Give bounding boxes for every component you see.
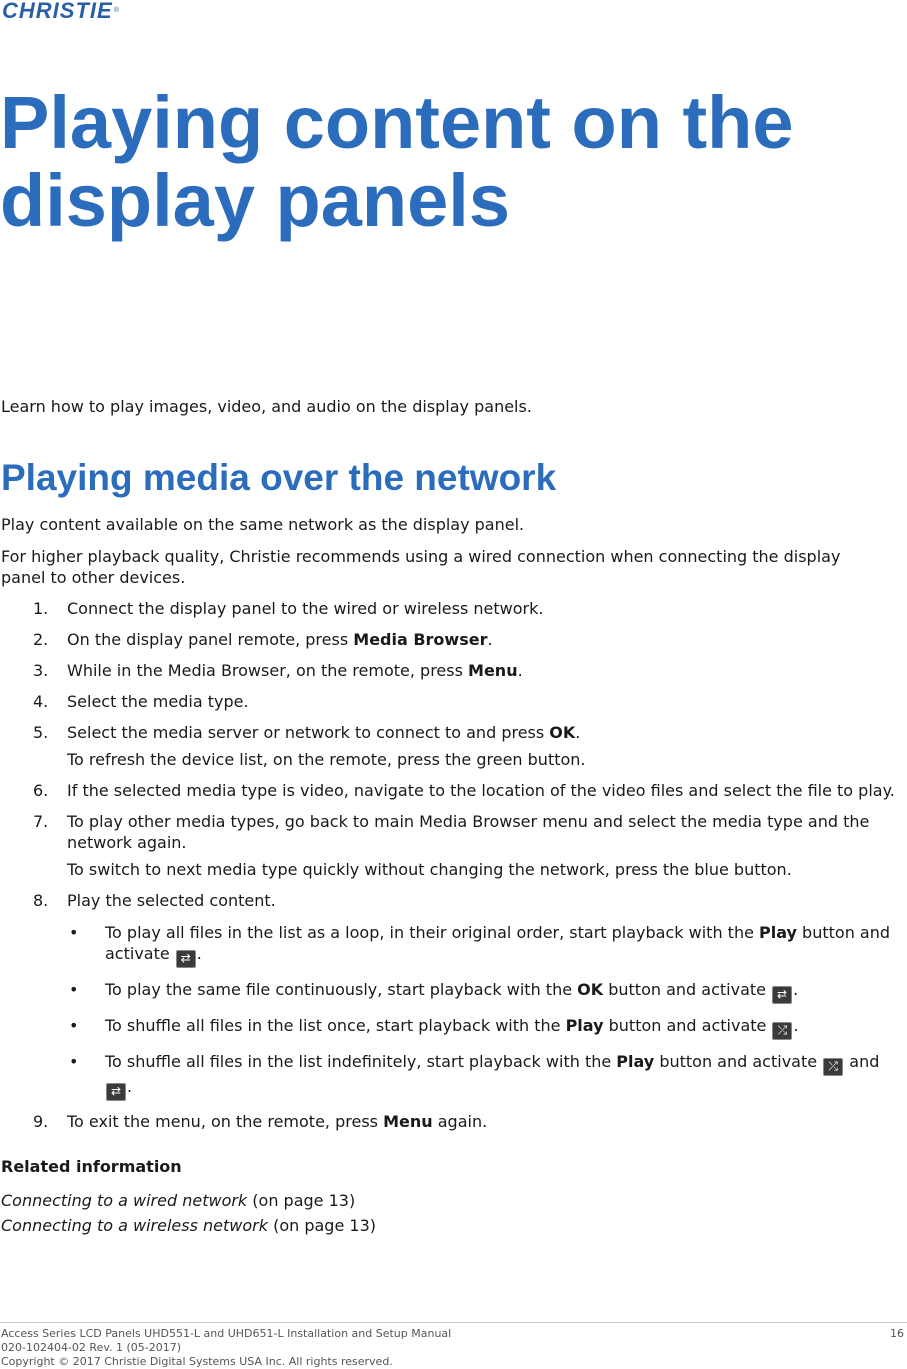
step-text: On the display panel remote, press [67,630,354,649]
bullet-text-end: . [196,944,202,963]
logo-text: CHRISTIE [2,0,113,23]
bullet-text-end: . [127,1077,133,1096]
step-text-end: . [575,723,581,742]
bullet-text-mid: button and activate [603,1016,772,1035]
step-7 [0,811,905,880]
step-text-end: . [517,661,523,680]
bullet-item [67,1015,895,1040]
bullet-text: To shuffle all files in the list indefinitely, start playback with the [105,1052,617,1071]
step-number: 3. [33,661,49,680]
steps-list [0,598,907,1142]
shuffle-icon: ⤮ [772,1022,792,1040]
bullet-text-mid: button and activate [603,980,772,999]
bullet-text-and: and [844,1052,880,1071]
step-number: 5. [33,723,49,742]
bullet-text-end: . [793,1016,799,1035]
bullet-text: To play the same file continuously, start playback with the [105,980,578,999]
ok-label: OK [577,980,604,999]
related-link-page: (on page 13) [247,1191,356,1210]
footer-manual-title: Access Series LCD Panels UHD551-L and UHD651-L Installation and Setup Manual [1,1327,452,1340]
step-note: To switch to next media type quickly without changing the network, press the blue button. [67,860,792,879]
play-label: Play [759,923,797,942]
step-text: While in the Media Browser, on the remote, press [67,661,469,680]
section-para-1: Play content available on the same network as the display panel. [1,515,525,534]
step-9 [0,1111,905,1132]
step-8 [0,890,905,1101]
play-label: Play [565,1016,604,1035]
related-link-page: (on page 13) [268,1216,376,1235]
step-1 [0,598,905,619]
repeat-icon: ⇄ [176,950,196,968]
related-link-wired[interactable] [1,1190,355,1211]
step-number: 7. [33,812,49,831]
page-title-line2: display panels [0,159,510,242]
step-text: Select the media server or network to connect to and press [67,723,550,742]
bullet-dot: • [69,1016,79,1035]
step-text-end: . [487,630,493,649]
bullet-item [67,979,895,1004]
step-3 [0,660,905,681]
step-text: Connect the display panel to the wired or wireless network. [67,599,544,618]
bullet-item [67,922,895,968]
shuffle-icon: ⤮ [823,1058,843,1076]
bullet-dot: • [69,980,79,999]
play-label: Play [616,1052,655,1071]
step-text: If the selected media type is video, navigate to the location of the video files and select the file to play. [67,781,895,800]
ok-label: OK [549,723,576,742]
repeat-icon: ⇄ [772,986,792,1004]
step-text: Play the selected content. [67,891,276,910]
related-link-title[interactable]: Connecting to a wired network [1,1191,248,1210]
step-text: To play other media types, go back to main Media Browser menu and select the media type and the network again. [67,812,870,852]
step-number: 2. [33,630,49,649]
registered-mark: ® [113,7,120,14]
page-title-line1: Playing content on the [0,81,794,164]
menu-label: Menu [383,1112,433,1131]
footer-revision: 020-102404-02 Rev. 1 (05-2017) [1,1341,182,1354]
step-4 [0,691,905,712]
related-link-title[interactable]: Connecting to a wireless network [1,1216,268,1235]
bullet-dot: • [69,923,79,942]
bullet-text: To play all files in the list as a loop, in their original order, start playback with the [105,923,760,942]
bullet-dot: • [69,1052,79,1071]
step-number: 9. [33,1112,49,1131]
step-5 [0,722,905,770]
menu-label: Menu [468,661,518,680]
footer-divider [0,1322,907,1323]
bullet-text-mid: button and activate [654,1052,823,1071]
step-number: 1. [33,599,49,618]
repeat-icon: ⇄ [106,1083,126,1101]
bullet-text-mid: button and activate [105,923,891,963]
step-text: To exit the menu, on the remote, press [67,1112,384,1131]
step-number: 4. [33,692,49,711]
page-number: 16 [890,1327,904,1340]
step-6 [0,780,905,801]
page-title [0,81,900,242]
section-para-2: For higher playback quality, Christie recommends using a wired connection when connecting the display panel to other devices. [1,547,841,587]
bullet-item [67,1051,895,1101]
bullet-text: To shuffle all files in the list once, start playback with the [105,1016,566,1035]
step-note: To refresh the device list, on the remote, press the green button. [67,750,586,769]
media-browser-label: Media Browser [353,630,488,649]
step-text: Select the media type. [67,692,249,711]
section-heading: Playing media over the network [1,457,557,498]
step-text-end: again. [432,1112,488,1131]
step-number: 8. [33,891,49,910]
intro-text: Learn how to play images, video, and audio on the display panels. [1,397,532,416]
bullet-text-end: . [793,980,799,999]
footer-copyright: Copyright © 2017 Christie Digital Systems USA Inc. All rights reserved. [1,1355,393,1368]
related-link-wireless[interactable] [1,1215,376,1236]
christie-logo [2,0,120,22]
related-heading: Related information [1,1157,182,1176]
step-number: 6. [33,781,49,800]
step-2 [0,629,905,650]
